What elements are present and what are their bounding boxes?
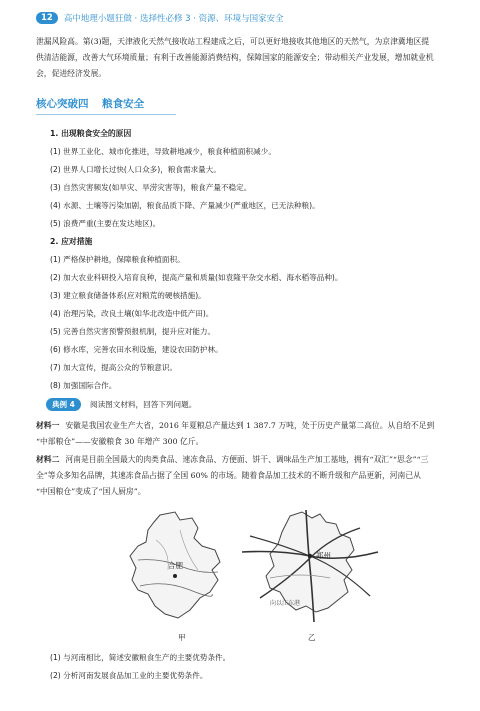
part1-item: (3) 自然灾害频发(如旱灾、旱涝灾害等)，粮食产量不稳定。 xyxy=(50,183,252,192)
question-1: (1) 与河南相比，简述安徽粮食生产的主要优势条件。 xyxy=(50,653,231,662)
page-number-badge: 12 xyxy=(36,12,58,24)
intro-line-3: 会，促进经济发展。 xyxy=(36,69,107,78)
question-2: (2) 分析河南发展食品加工业的主要优势条件。 xyxy=(50,671,208,680)
material2-text-1: 河南是目前全国最大的肉类食品、速冻食品、方便面、饼干、调味品生产加工基地，拥有“双汇”“思念”“三 xyxy=(65,455,429,464)
material1-line-2: “中部粮仓”——安徽粮食 30 年增产 300 亿斤。 xyxy=(36,437,204,446)
part1-heading: 1. 出现粮食安全的原因 xyxy=(50,129,132,138)
part2-item: (6) 修水库，完善农田水利设施，建设农田防护林。 xyxy=(50,345,223,354)
section-heading xyxy=(36,96,154,111)
part2-item: (1) 严格保护耕地，保障粮食种植面积。 xyxy=(50,255,185,264)
part1-item: (2) 世界人口增长过快(人口众多)，粮食需求量大。 xyxy=(50,165,221,174)
material1-label: 材料一 xyxy=(36,421,60,430)
part1-item: (5) 浪费严重(主要在发达地区)。 xyxy=(50,219,161,228)
part2-item: (5) 完善自然灾害预警预报机制，提升应对能力。 xyxy=(50,327,216,336)
intro-line-2: 供清洁能源，改善大气环境质量；有利于改善能源消费结构，保障国家的能源安全；带动相关产业发展，增加就业机 xyxy=(36,53,434,62)
part2-item: (3) 建立粮食储备体系(应对粮荒的硬核措施)。 xyxy=(50,291,206,300)
material2-line-3: “中国粮仓”变成了“国人厨房”。 xyxy=(36,487,146,496)
material2-label: 材料二 xyxy=(36,455,60,464)
material2-line-1 xyxy=(36,452,456,468)
left-map-caption: 甲 xyxy=(178,633,186,642)
right-map-caption: 乙 xyxy=(308,633,316,642)
section-label: 核心突破四 xyxy=(36,98,89,110)
page-header xyxy=(36,12,284,24)
part2-item: (8) 加强国际合作。 xyxy=(50,381,117,390)
material1-text-1: 安徽是我国农业生产大省，2016 年夏粮总产量达到 1 387.7 万吨，处于历史产量第二高位。从自给不足到 xyxy=(65,421,435,430)
henan-map xyxy=(240,508,380,623)
part1-item: (4) 水源、土壤等污染加剧，粮食品质下降、产量减少(严重地区，已无法种粮)。 xyxy=(50,201,320,210)
material1-line-1 xyxy=(36,418,456,434)
example-badge: 典例 4 xyxy=(46,398,81,411)
section-title: 粮食安全 xyxy=(102,98,145,110)
right-map-note: 向以江东港 xyxy=(270,600,301,607)
right-map-city: 郑州 xyxy=(316,551,331,560)
part2-item: (4) 治理污染，改良土壤(如华北改造中低产田)。 xyxy=(50,309,214,318)
header-title: 高中地理小题狂做 · 选择性必修 3 · 资源、环境与国家安全 xyxy=(63,14,284,24)
part2-item: (2) 加大农业科研投入培育良种，提高产量和质量(如袁隆平杂交水稻、海水稻等品种)。 xyxy=(50,273,343,282)
example-instruction: 阅读图文材料，回答下列问题。 xyxy=(90,400,197,409)
intro-line-1: 泄漏风险高。第(3)题，天津液化天然气接收站工程建成之后，可以更好地接收其他地区的天然气，为京津冀地区提 xyxy=(36,37,430,46)
part2-heading: 2. 应对措施 xyxy=(50,237,93,246)
left-map-city: 合肥 xyxy=(168,561,183,570)
material2-line-2: 全”等众多知名品牌，其速冻食品占据了全国 60% 的市场。随着食品加工技术的不断升级和产品更新，河南已从 xyxy=(36,471,421,480)
part1-item: (1) 世界工业化、城市化推进，导致耕地减少，粮食种植面积减少。 xyxy=(50,147,276,156)
section-divider xyxy=(36,114,176,115)
part2-item: (7) 加大宣传，提高公众的节粮意识。 xyxy=(50,363,178,372)
